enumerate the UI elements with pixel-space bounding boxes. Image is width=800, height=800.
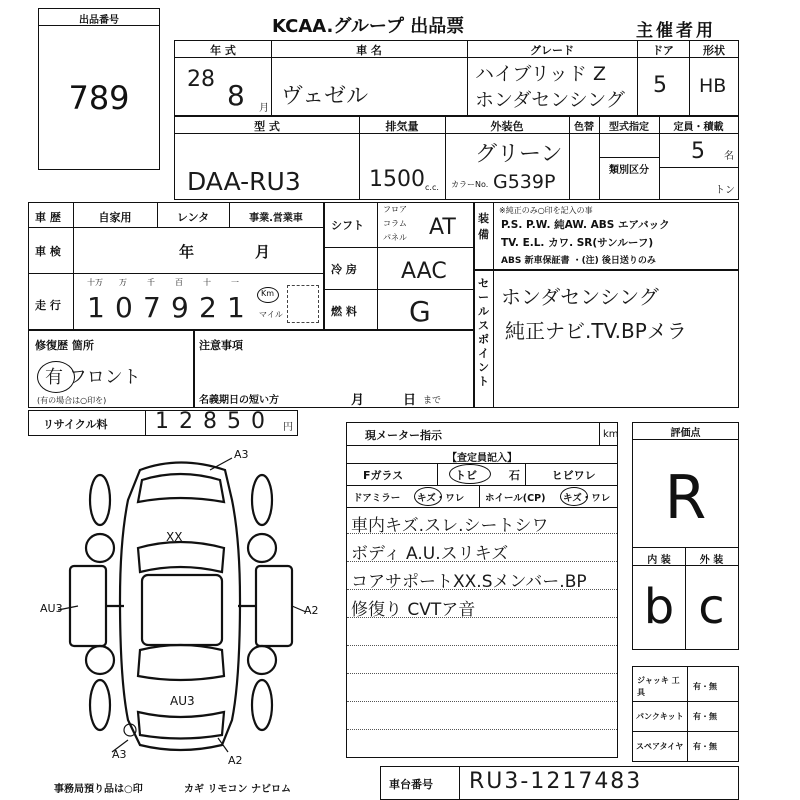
diagram-mark-bottom-right: A2 — [228, 754, 243, 767]
color-code-value: G539P — [493, 171, 556, 193]
office-items: カギ リモコン ナビロム — [184, 784, 291, 795]
shift-label: シフト — [331, 219, 364, 232]
model-label: 型 式 — [254, 120, 280, 133]
km-label: Km — [261, 289, 275, 298]
year-label: 年 式 — [210, 44, 236, 57]
mirror-options: キズ・ワレ — [417, 493, 465, 504]
private-label: 自家用 — [98, 211, 132, 224]
mileage-digit-4: 2 — [199, 291, 217, 324]
interior-label: 内 装 — [647, 555, 671, 566]
body-label: 形状 — [703, 44, 725, 57]
capacity-value: 5 — [691, 139, 705, 164]
capacity-label: 定員・積載 — [673, 122, 724, 133]
digit-label-2: 千 — [147, 278, 155, 287]
row3-mid-box — [324, 202, 474, 330]
rental-label: レンタ — [176, 211, 210, 224]
tools-box — [632, 666, 739, 762]
model-value: DAA-RU3 — [187, 167, 301, 196]
equipment-line-2: TV. E.L. カワ. SR(サンルーフ) — [501, 237, 654, 249]
row1-box — [174, 40, 739, 116]
displacement-unit: c.c. — [425, 183, 439, 192]
notes-label: 注意事項 — [199, 339, 243, 352]
mileage-digit-5: 1 — [227, 291, 245, 324]
month-unit: 月 — [259, 103, 269, 114]
ac-label: 冷 房 — [331, 263, 357, 276]
mileage-digit-2: 7 — [143, 291, 161, 324]
business-label: 事業.営業車 — [249, 213, 303, 224]
shaken-month-unit: 月 — [255, 243, 271, 261]
car-name-label: 車 名 — [356, 44, 382, 57]
equipment-label: 装備 — [478, 212, 489, 241]
chassis-label: 車台番号 — [389, 778, 433, 791]
fglass-options: トビ 石 ヒビワレ — [455, 469, 596, 482]
mileage-label: 走 行 — [35, 299, 61, 312]
notes-day-unit: 日 — [403, 393, 417, 408]
mile-label: マイル — [259, 310, 283, 319]
repair-value: 有 フロント — [45, 367, 141, 388]
mileage-digit-1: 0 — [115, 291, 133, 324]
recycle-value: 12850 — [155, 409, 275, 434]
chassis-value: RU3-1217483 — [469, 769, 643, 794]
diagram-mark-right: A2 — [304, 604, 319, 617]
lot-box — [38, 8, 160, 170]
mileage-digit-0: 1 — [87, 291, 105, 324]
diagram-mark-left: AU3 — [40, 602, 63, 615]
notes-month-unit: 月 — [351, 393, 365, 408]
color-change-label: 色替 — [574, 122, 594, 133]
equipment-box — [474, 202, 739, 270]
repair-box — [28, 330, 194, 408]
shift-option-panel: パネル — [383, 233, 407, 242]
equipment-line-3: ABS 新車保証書 ・(注) 後日送りのみ — [501, 256, 656, 266]
diagram-mark-rear: AU3 — [170, 694, 195, 708]
sales-point-2: 純正ナビ.TV.BPメラ — [505, 319, 687, 343]
row3-left-box — [28, 202, 324, 330]
fuel-value: G — [409, 295, 431, 328]
displacement-label: 排気量 — [385, 120, 419, 133]
sales-points-label: セールスポイント — [478, 277, 489, 388]
inspector-comment-3: コアサポートXX.Sメンバー.BP — [351, 572, 587, 592]
jack-label: ジャッキ 工具 — [637, 676, 680, 697]
puncture-label: パンクキット — [636, 712, 684, 721]
notes-box — [194, 330, 474, 408]
mileage-check-box — [287, 285, 319, 323]
shaken-label: 車 検 — [35, 245, 61, 258]
ac-value: AAC — [401, 259, 447, 284]
wheel-options: キズ・ワレ — [563, 493, 611, 504]
month-value: 8 — [227, 79, 245, 112]
grade-value-1: ハイブリッド Z — [475, 63, 606, 85]
meter-label: 現メーター指示 — [365, 429, 442, 442]
repair-note: (有の場合は○印を) — [37, 396, 107, 405]
inspector-box — [346, 422, 618, 758]
grade-score: R — [664, 463, 707, 533]
inspector-header: 【査定員記入】 — [447, 453, 517, 464]
history-label: 車 歴 — [35, 211, 61, 224]
inspector-comment-4: 修復り CVTア音 — [351, 600, 476, 620]
recycle-box — [28, 410, 298, 436]
mirror-label: ドアミラー — [353, 493, 401, 504]
digit-label-3: 百 — [175, 278, 183, 287]
shaken-year-unit: 年 — [179, 243, 195, 261]
grade-box — [632, 422, 739, 650]
equipment-line-1: P.S. P.W. 純AW. ABS エアバック — [501, 219, 670, 231]
document-title: KCAA.グループ 出品票 — [272, 16, 465, 37]
spare-yes-no: 有・無 — [693, 742, 717, 751]
inspector-comment-2: ボディ A.U.スリキズ — [351, 544, 509, 564]
interior-grade: b — [643, 579, 675, 635]
row2-box — [174, 116, 739, 200]
recycle-unit: 円 — [283, 422, 293, 433]
notes-until-label: まで — [423, 396, 442, 406]
host-label: 主催者用 — [636, 21, 716, 41]
grade-label: グレード — [530, 44, 574, 57]
doors-value: 5 — [653, 73, 667, 98]
short-expiry-label: 名義期日の短い方 — [199, 395, 279, 406]
fglass-circle — [449, 464, 491, 484]
digit-label-1: 万 — [119, 278, 127, 287]
model-designation-label: 型式指定 — [609, 122, 649, 133]
car-name-value: ヴェゼル — [281, 84, 369, 109]
fuel-label: 燃 料 — [331, 305, 357, 318]
shift-value: AT — [429, 215, 456, 240]
recycle-label: リサイクル料 — [43, 418, 108, 431]
spare-label: スペアタイヤ — [636, 742, 684, 751]
inspector-comment-1: 車内キズ.スレ.シートシワ — [351, 516, 549, 536]
wheel-label: ホイール(CP) — [485, 493, 546, 504]
digit-label-5: 一 — [231, 278, 239, 287]
office-label: 事務局預り品は○印 — [54, 784, 143, 795]
displacement-value: 1500 — [369, 167, 425, 192]
exterior-label: 外 装 — [699, 555, 724, 566]
digit-label-4: 十 — [203, 278, 211, 287]
color-value: グリーン — [475, 142, 563, 167]
mileage-digit-3: 9 — [171, 291, 189, 324]
diagram-mark-top: A3 — [234, 448, 249, 461]
lot-number: 789 — [68, 79, 130, 117]
diagram-mark-roof: XX — [166, 530, 183, 544]
fglass-label: Fガラス — [363, 469, 404, 482]
capacity-unit: 名 — [724, 151, 734, 162]
repair-label: 修復歴 箇所 — [35, 339, 94, 352]
shift-option-floor: フロア — [383, 205, 407, 214]
color-code-label: カラーNo. — [451, 180, 489, 189]
jack-yes-no: 有・無 — [693, 682, 717, 691]
mirror-circle — [414, 487, 442, 506]
puncture-yes-no: 有・無 — [693, 712, 717, 721]
doors-label: ドア — [652, 44, 674, 57]
equipment-note: ※純正のみ○印を記入の事 — [499, 206, 593, 215]
body-value: HB — [699, 75, 727, 97]
load-unit: トン — [715, 185, 735, 196]
color-label: 外装色 — [490, 120, 524, 133]
classification-label: 類別区分 — [609, 165, 649, 176]
sales-points-box — [474, 270, 739, 408]
chassis-box — [380, 766, 739, 800]
grade-box-label: 評価点 — [670, 428, 701, 439]
sales-point-1: ホンダセンシング — [501, 285, 659, 309]
exterior-grade: c — [698, 579, 725, 635]
shift-option-column: コラム — [383, 219, 407, 228]
digit-label-0: 十万 — [87, 278, 103, 287]
lot-label: 出品番号 — [79, 15, 119, 26]
year-value: 28 — [187, 67, 215, 92]
diagram-mark-bottom-left: A3 — [112, 748, 127, 761]
meter-unit: km — [603, 429, 619, 440]
grade-value-2: ホンダセンシング — [475, 89, 625, 111]
wheel-circle — [560, 487, 588, 506]
